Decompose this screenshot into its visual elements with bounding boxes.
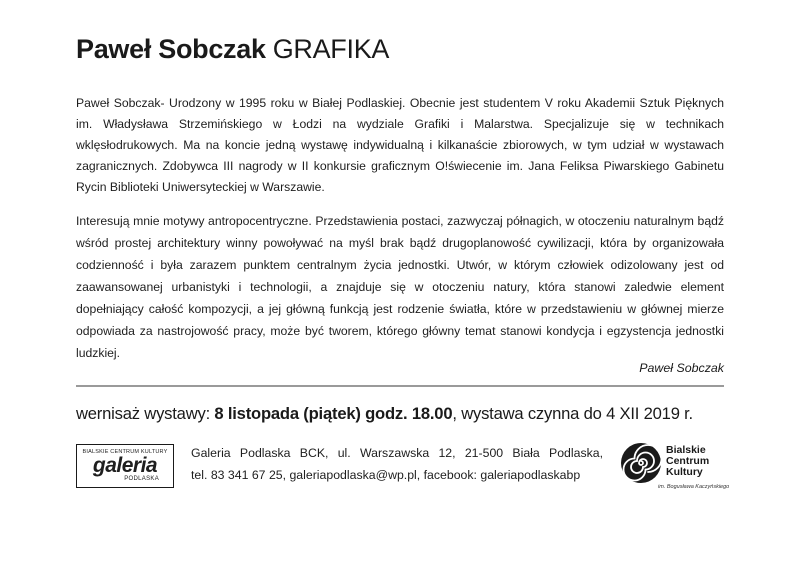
contact-info	[191, 442, 603, 486]
opening-prefix: wernisaż wystawy:	[76, 404, 215, 423]
contact-address: Galeria Podlaska BCK, ul. Warszawska 12, 21-500 Biała Podlaska,	[191, 446, 603, 460]
page-title	[76, 34, 389, 65]
opening-info	[76, 404, 728, 424]
divider	[76, 385, 724, 387]
galeria-logo-bottom: PODLASKA	[124, 476, 159, 482]
bck-name	[666, 445, 709, 478]
artist-name: Paweł Sobczak	[76, 34, 266, 64]
galeria-logo-main: galeria	[92, 454, 158, 477]
opening-suffix: , wystawa czynna do 4 XII 2019 r.	[452, 404, 693, 423]
opening-date: 8 listopada (piątek) godz. 18.00	[214, 404, 453, 423]
bck-name-line1: Bialskie	[666, 444, 706, 456]
exhibition-category: GRAFIKA	[272, 34, 390, 64]
bck-name-line2: Centrum	[666, 455, 710, 467]
artist-statement: Interesują mnie motywy antropocentryczne. Przedstawienia postaci, zazwyczaj półnagich, w otoczeniu naturalnym bądź wśród prostej architektury winny powoływać na myśl brak bądź drugoplanowość cywilizacji, która by organizowała codzienność i była zarazem punktem centralnym życia jednostki. Utwór, w którym człowiek odizolowany jest od zaawansowanej urbanistyki i technologii, a znajduje się w otoczeniu natury, która stanowi zaledwie element dopełniający całość kompozycji, a jej główną funkcją jest rodzenie światła, które w przedstawieniu w głównej mierze odpowiada za nastrojowość pracy, może być tworem, którego główny temat stanowi kondycja i egzystencja jednostki ludzkiej.	[76, 214, 724, 360]
galeria-logo-top: BIALSKIE CENTRUM KULTURY	[82, 449, 168, 455]
spiral-icon	[620, 442, 662, 484]
bck-name-line3: Kultury	[666, 466, 703, 478]
artist-bio: Paweł Sobczak- Urodzony w 1995 roku w Białej Podlaskiej. Obecnie jest studentem V roku Akademii Sztuk Pięknych im. Władysława Strzemińskiego w Łodzi na wydziale Grafiki i Malarstwa. Specjalizuje się w technikach wklęsłodrukowych. Ma na koncie jedną wystawę indywidualną i kilkanaście zbiorowych, w tym udział w wystawach zagranicznych. Zdobywca III nagrody w II konkursie graficznym O!świecenie im. Jana Feliksa Piwarskiego Gabinetu Rycin Biblioteki Uniwersyteckiej w Warszawie.	[76, 96, 724, 194]
signature: Paweł Sobczak	[639, 361, 724, 375]
contact-phone-email: tel. 83 341 67 25, galeriapodlaska@wp.pl, facebook: galeriapodlaskabp	[191, 468, 581, 482]
bck-logo	[620, 440, 730, 496]
bck-tagline: im. Bogusława Kaczyńskiego	[658, 484, 730, 490]
galeria-podlaska-logo	[76, 444, 174, 488]
